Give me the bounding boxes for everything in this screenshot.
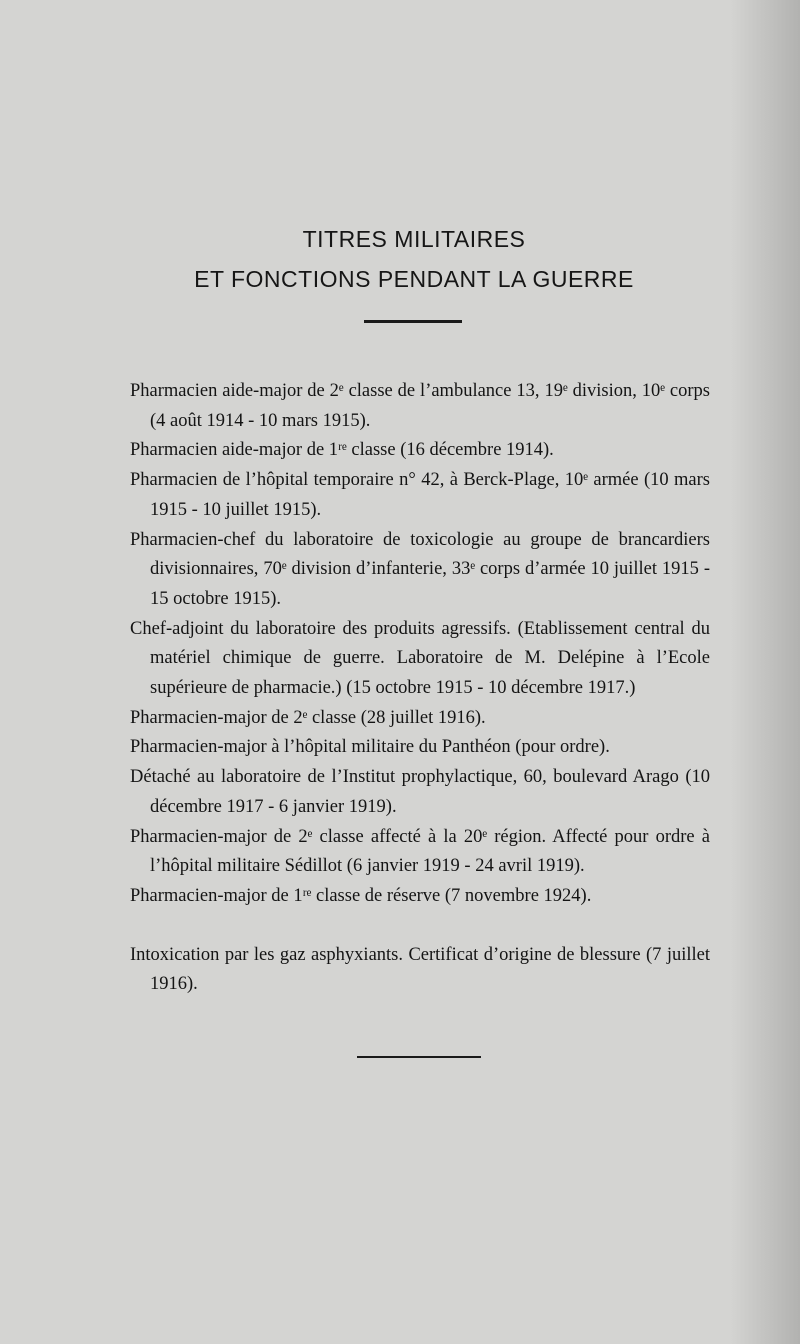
end-divider	[357, 1056, 481, 1058]
title-divider	[364, 320, 462, 323]
page-edge-shadow	[730, 0, 800, 1344]
service-entry: Pharmacien-major à l’hôpital militaire du Panthéon (pour ordre).	[130, 737, 610, 758]
page-title-line-2: ET FONCTIONS PENDANT LA GUERRE	[194, 266, 634, 292]
service-entry: Détaché au laboratoire de l’Institut prophylactique, 60, boulevard Arago (10 décembre 1917 - 6 janvier 1919).	[130, 767, 710, 817]
page-title-line-1: TITRES MILITAIRES	[302, 226, 526, 252]
injury-note: Intoxication par les gaz asphyxiants. Certificat d’origine de blessure (7 juillet 1916).	[130, 944, 710, 995]
service-entry: Pharmacien aide-major de 1ʳᵉ classe (16 décembre 1914).	[130, 440, 554, 461]
service-entry: Pharmacien-major de 2ᵉ classe affecté à la 20ᵉ région. Affecté pour ordre à l’hôpital militaire Sédillot (6 janvier 1919 - 24 avril 1919).	[130, 826, 710, 877]
service-entry: Pharmacien-chef du laboratoire de toxicologie au groupe de brancardiers divisionnaires, 70ᵉ division d’infanterie, 33ᵉ corps d’armée 10 juillet 1915 - 15 octobre 1915).	[130, 529, 710, 609]
service-entry: Pharmacien aide-major de 2ᵉ classe de l’ambulance 13, 19ᵉ division, 10ᵉ corps (4 août 1914 - 10 mars 1915).	[130, 381, 710, 431]
service-entry: Pharmacien-major de 1ʳᵉ classe de réserve (7 novembre 1924).	[130, 885, 592, 906]
service-record-list	[130, 377, 710, 1000]
service-entry: Chef-adjoint du laboratoire des produits agressifs. (Etablissement central du matériel chimique de guerre. Laboratoire de M. Delépine à l’Ecole supérieure de pharmacie.) (15 octobre 1915 - 10 décembre 1917.)	[130, 618, 710, 699]
service-entry: Pharmacien de l’hôpital temporaire n° 42, à Berck-Plage, 10ᵉ armée (10 mars 1915 - 10 juillet 1915).	[130, 470, 710, 520]
service-entry: Pharmacien-major de 2ᵉ classe (28 juillet 1916).	[130, 707, 486, 728]
